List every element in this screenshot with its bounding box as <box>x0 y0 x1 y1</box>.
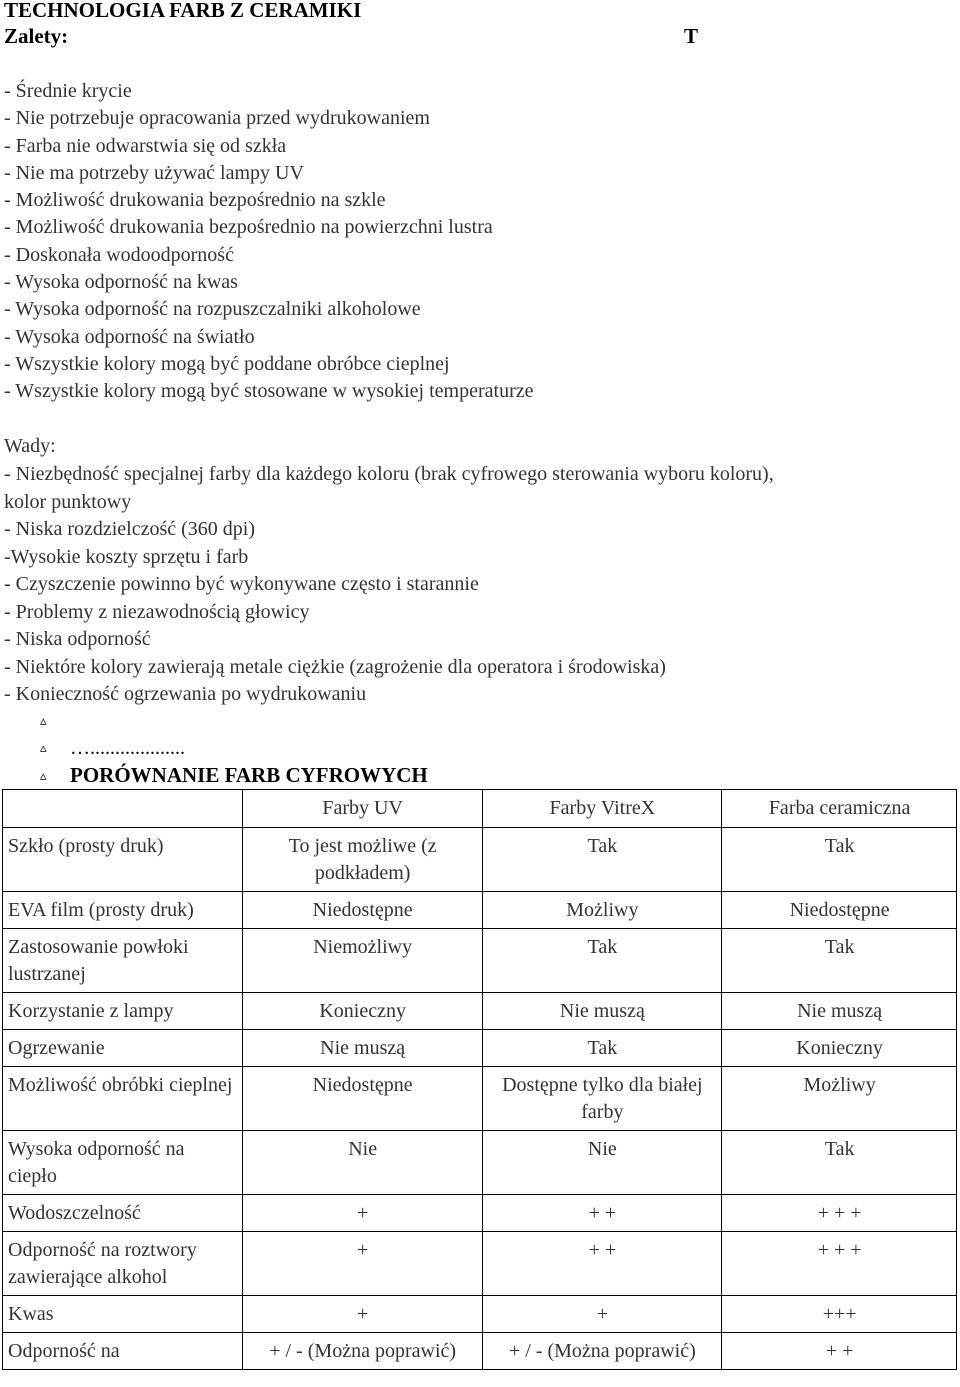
list-item: - Możliwość drukowania bezpośrednio na powierzchni lustra <box>4 216 493 239</box>
table-header-row <box>3 790 957 828</box>
table-cell: Nie <box>482 1131 722 1195</box>
table-row-label: Szkło (prosty druk) <box>3 828 243 892</box>
table-row-label: Wysoka odporność na ciepło <box>3 1131 243 1195</box>
table-row-label: Ogrzewanie <box>3 1030 243 1067</box>
table-row-label: Odporność na <box>3 1333 243 1370</box>
table-row <box>3 1131 957 1195</box>
table-cell: Nie muszą <box>482 993 722 1030</box>
table-cell: +++ <box>722 1296 957 1333</box>
list-item: - Doskonała wodoodporność <box>4 243 234 266</box>
list-item: - Wszystkie kolory mogą być stosowane w wysokiej temperaturze <box>4 380 534 403</box>
table-row <box>3 1195 957 1232</box>
table-row <box>3 892 957 929</box>
table-cell: + <box>242 1232 482 1296</box>
triangle-bullet-icon: ▵ <box>40 741 47 756</box>
list-item: - Problemy z niezawodnością głowicy <box>4 600 310 623</box>
table-row-label: Zastosowanie powłoki lustrzanej <box>3 929 243 993</box>
list-item: kolor punktowy <box>4 490 132 513</box>
table-cell: + <box>242 1296 482 1333</box>
table-cell: Możliwy <box>482 892 722 929</box>
list-item: - Nie potrzebuje opracowania przed wydrukowaniem <box>4 107 430 130</box>
table-cell: Nie muszą <box>722 993 957 1030</box>
table-cell: Tak <box>722 828 957 892</box>
table-cell: Tak <box>482 1030 722 1067</box>
table-row <box>3 993 957 1030</box>
table-cell: + / - (Można poprawić) <box>242 1333 482 1370</box>
table-cell: + <box>482 1296 722 1333</box>
table-row <box>3 1296 957 1333</box>
list-item: - Niska odporność <box>4 628 151 650</box>
table-cell: To jest możliwe (z podkładem) <box>242 828 482 892</box>
table-row <box>3 1067 957 1131</box>
list-item: - Średnie krycie <box>4 80 132 102</box>
bullet-line-heading <box>40 763 428 789</box>
list-item: - Konieczność ogrzewania po wydrukowaniu <box>4 683 367 705</box>
list-item: - Możliwość drukowania bezpośrednio na szkle <box>4 189 386 212</box>
triangle-bullet-icon: ▵ <box>40 714 47 729</box>
table-cell: + + + <box>722 1195 957 1232</box>
list-item: -Wysokie koszty sprzętu i farb <box>4 545 249 568</box>
table-cell: Dostępne tylko dla białej farby <box>482 1067 722 1131</box>
disadvantages-heading: Wady: <box>4 435 56 457</box>
advantages-list <box>4 78 534 406</box>
table-row <box>3 1333 957 1370</box>
table-cell: + + + <box>722 1232 957 1296</box>
table-row-label: Kwas <box>3 1296 243 1333</box>
table-cell: + + <box>482 1195 722 1232</box>
table-header-cell <box>3 790 243 828</box>
table-cell: + + <box>722 1333 957 1370</box>
table-cell: Konieczny <box>722 1030 957 1067</box>
list-item: - Niektóre kolory zawierają metale ciężkie (zagrożenie dla operatora i środowiska) <box>4 655 666 678</box>
list-item: - Wszystkie kolory mogą być poddane obróbce cieplnej <box>4 352 450 375</box>
table-cell: + <box>242 1195 482 1232</box>
table-row <box>3 1232 957 1296</box>
table-cell: Niedostępne <box>242 1067 482 1131</box>
table-cell: + + <box>482 1232 722 1296</box>
list-item: - Farba nie odwarstwia się od szkła <box>4 134 287 157</box>
table-row-label: EVA film (prosty druk) <box>3 892 243 929</box>
advantages-heading: Zalety: <box>4 24 69 48</box>
table-cell: Tak <box>482 929 722 993</box>
table-cell: Nie <box>242 1131 482 1195</box>
table-header-cell: Farby UV <box>242 790 482 828</box>
table-row <box>3 929 957 993</box>
table-cell: Niedostępne <box>722 892 957 929</box>
table-row-label: Korzystanie z lampy <box>3 993 243 1030</box>
disadvantages-list <box>4 461 774 709</box>
table-cell: Tak <box>722 1131 957 1195</box>
list-item: - Niezbędność specjalnej farby dla każdego koloru (brak cyfrowego sterowania wyboru koloru), <box>4 463 774 485</box>
bullet-line-dots <box>40 736 185 761</box>
table-header-cell: Farba ceramiczna <box>722 790 957 828</box>
dotted-line: …................... <box>70 737 185 759</box>
list-item: - Wysoka odporność na światło <box>4 325 255 348</box>
list-item: - Niska rozdzielczość (360 dpi) <box>4 518 256 540</box>
table-cell: + / - (Można poprawić) <box>482 1333 722 1370</box>
list-item: - Wysoka odporność na kwas <box>4 271 238 294</box>
comparison-table <box>2 789 957 1370</box>
table-header-cell: Farby VitreX <box>482 790 722 828</box>
triangle-bullet-icon: ▵ <box>40 769 47 784</box>
table-cell: Niedostępne <box>242 892 482 929</box>
document-title: TECHNOLOGIA FARB Z CERAMIKI <box>4 0 362 22</box>
corner-mark: T <box>684 24 699 48</box>
table-cell: Niemożliwy <box>242 929 482 993</box>
table-cell: Tak <box>722 929 957 993</box>
comparison-heading: PORÓWNANIE FARB CYFROWYCH <box>70 763 428 787</box>
table-row-label: Odporność na roztwory zawierające alkohol <box>3 1232 243 1296</box>
table-cell: Tak <box>482 828 722 892</box>
list-item: - Wysoka odporność na rozpuszczalniki alkoholowe <box>4 298 421 321</box>
table-row <box>3 1030 957 1067</box>
table-cell: Możliwy <box>722 1067 957 1131</box>
bullet-line-empty <box>40 709 70 734</box>
table-row-label: Możliwość obróbki cieplnej <box>3 1067 243 1131</box>
list-item: - Czyszczenie powinno być wykonywane często i starannie <box>4 573 479 595</box>
table-cell: Konieczny <box>242 993 482 1030</box>
table-row <box>3 828 957 892</box>
list-item: - Nie ma potrzeby używać lampy UV <box>4 161 304 184</box>
table-cell: Nie muszą <box>242 1030 482 1067</box>
table-row-label: Wodoszczelność <box>3 1195 243 1232</box>
